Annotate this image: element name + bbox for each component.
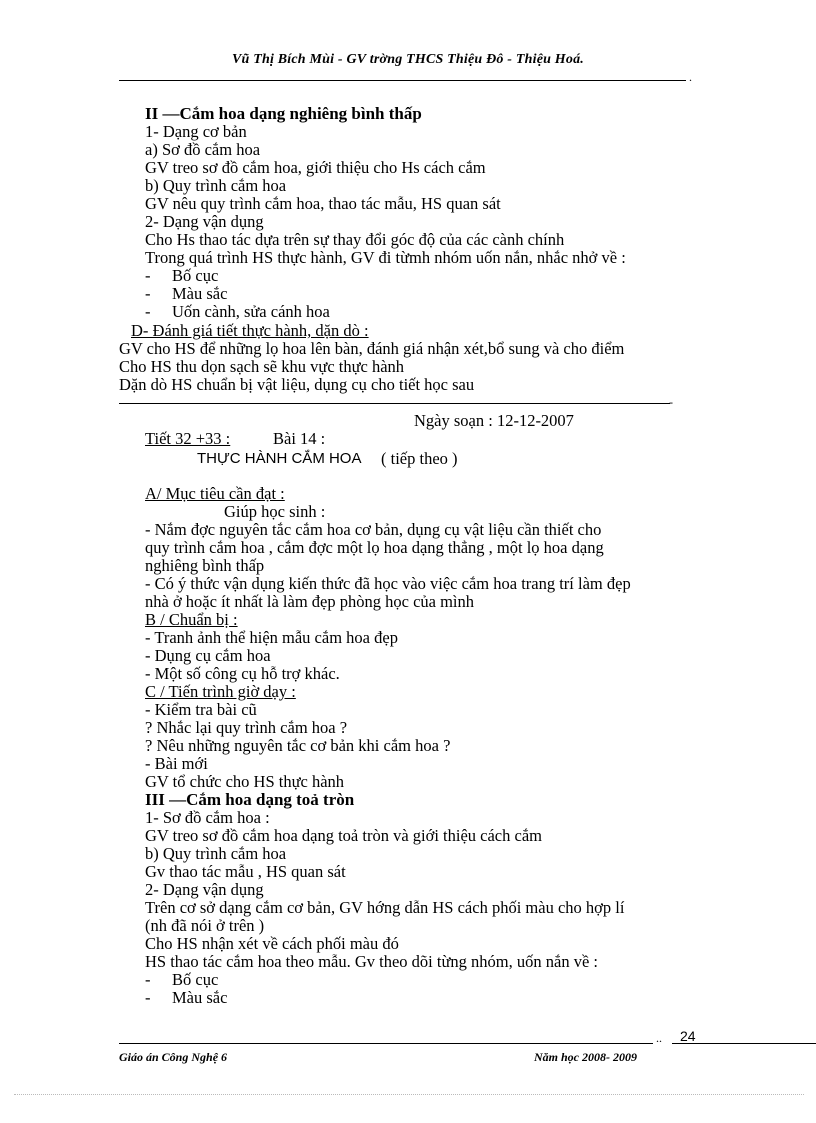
text-line <box>145 575 631 593</box>
line-text: THỰC HÀNH CẮM HOA <box>197 450 362 467</box>
line-text: 2- Dạng vận dụng <box>145 212 264 231</box>
text-line <box>145 141 260 159</box>
text-line <box>145 213 264 231</box>
line-text: Bài 14 : <box>273 429 326 448</box>
footer-subject: Giáo án Công Nghệ 6 <box>119 1050 228 1064</box>
text-line <box>145 719 347 737</box>
text-line <box>145 159 486 177</box>
line-text: Màu sắc <box>172 284 228 303</box>
bullet-dash: - <box>145 970 151 989</box>
text-line <box>145 971 218 989</box>
line-text: GV tổ chức cho HS thực hành <box>145 772 345 791</box>
text-line <box>145 665 340 683</box>
line-text: - Dụng cụ cắm hoa <box>145 646 271 665</box>
text-line <box>414 412 574 430</box>
line-text: ? Nêu những nguyên tắc cơ bản khi cắm hoa ? <box>145 736 451 755</box>
line-text: - Bài mới <box>145 754 208 773</box>
bullet-dash: - <box>145 302 151 321</box>
line-text: A/ Mục tiêu cần đạt : <box>145 484 285 503</box>
line-text: b) Quy trình cắm hoa <box>145 844 287 863</box>
line-text: GV treo sơ đồ cắm hoa dạng toả tròn và giới thiệu cách cắm <box>145 826 542 845</box>
line-text: Gv thao tác mẫu , HS quan sát <box>145 862 346 881</box>
line-text: ( tiếp theo ) <box>381 449 458 468</box>
text-line <box>145 267 218 285</box>
text-line <box>145 629 398 647</box>
line-text: Cho HS thu dọn sạch sẽ khu vực thực hành <box>119 357 405 376</box>
text-line <box>131 322 369 340</box>
line-text: quy trình cắm hoa , cắm đợc một lọ hoa dạng thẳng , một lọ hoa dạng <box>145 538 604 557</box>
text-line <box>145 773 344 791</box>
line-text: b) Quy trình cắm hoa <box>145 176 287 195</box>
text-line <box>145 755 208 773</box>
line-text: GV nêu quy trình cắm hoa, thao tác mẫu, HS quan sát <box>145 194 501 213</box>
text-line <box>145 863 346 881</box>
text-line <box>145 521 601 539</box>
line-text: HS thao tác cắm hoa theo mẫu. Gv theo dõi từng nhóm, uốn nắn về : <box>145 952 598 971</box>
page-header: Vũ Thị Bích Mùi - GV trờng THCS Thiệu Đô - Thiệu Hoá. <box>232 52 584 67</box>
text-line <box>145 123 247 141</box>
text-line <box>145 195 501 213</box>
footer-rule <box>119 1043 653 1044</box>
header-rule-dot: . <box>689 70 692 84</box>
line-text: nhà ở hoặc ít nhất là làm đẹp phòng học của mình <box>145 592 475 611</box>
line-text: Ngày soạn : 12-12-2007 <box>414 411 574 430</box>
text-line <box>145 989 227 1007</box>
text-line <box>273 430 325 448</box>
bullet-dash: - <box>145 988 151 1007</box>
line-text: Cho HS nhận xét về cách phối màu đó <box>145 934 399 953</box>
text-line <box>145 611 238 629</box>
text-line <box>145 593 474 611</box>
line-text: Giúp học sinh : <box>224 502 326 521</box>
text-line <box>145 935 399 953</box>
text-line <box>119 376 474 394</box>
line-text: Trên cơ sở dạng cắm cơ bản, GV hớng dẫn HS cách phối màu cho hợp lí <box>145 898 625 917</box>
line-text: D- Đánh giá tiết thực hành, dặn dò : <box>131 321 369 340</box>
text-line <box>224 503 325 521</box>
text-line <box>145 917 264 935</box>
text-line <box>145 177 286 195</box>
line-text: - Nắm đợc nguyên tắc cắm hoa cơ bản, dụng cụ vật liệu cần thiết cho <box>145 520 602 539</box>
text-line <box>145 647 271 665</box>
line-text: III —Cắm hoa dạng toả tròn <box>145 790 355 809</box>
page-number: 24 <box>680 1028 696 1044</box>
bullet-dash: - <box>145 284 151 303</box>
line-text: Cho Hs thao tác dựa trên sự thay đổi góc độ của các cành chính <box>145 230 565 249</box>
line-text: 2- Dạng vận dụng <box>145 880 264 899</box>
line-text: Bố cục <box>172 970 219 989</box>
section-divider-dot: - <box>669 395 673 409</box>
text-line <box>145 827 542 845</box>
line-text: 1- Dạng cơ bản <box>145 122 247 141</box>
text-line <box>145 249 626 267</box>
line-text: C / Tiến trình giờ dạy : <box>145 682 296 701</box>
line-text: - Tranh ảnh thể hiện mẫu cắm hoa đẹp <box>145 628 398 647</box>
text-line <box>145 285 227 303</box>
line-text: (nh đã nói ở trên ) <box>145 916 265 935</box>
text-line <box>145 899 624 917</box>
text-line <box>145 303 330 321</box>
line-text: 1- Sơ đồ cắm hoa : <box>145 808 270 827</box>
text-line <box>145 845 286 863</box>
line-text: GV treo sơ đồ cắm hoa, giới thiệu cho Hs cách cắm <box>145 158 486 177</box>
header-rule <box>119 80 686 81</box>
text-line <box>145 701 257 719</box>
line-text: ? Nhắc lại quy trình cắm hoa ? <box>145 718 348 737</box>
line-text: GV cho HS để những lọ hoa lên bàn, đánh giá nhận xét,bổ sung và cho điểm <box>119 339 625 358</box>
section-heading <box>145 791 354 809</box>
line-text: Dặn dò HS chuẩn bị vật liệu, dụng cụ cho tiết học sau <box>119 375 475 394</box>
bullet-dash: - <box>145 266 151 285</box>
text-line <box>145 485 285 503</box>
text-line <box>145 953 598 971</box>
page-bottom-edge <box>14 1094 804 1095</box>
line-text: - Có ý thức vận dụng kiến thức đã học vào việc cắm hoa trang trí làm đẹp <box>145 574 631 593</box>
line-text: Uốn cành, sửa cánh hoa <box>172 302 330 321</box>
section-heading <box>145 105 422 123</box>
line-text: - Một số công cụ hỗ trợ khác. <box>145 664 340 683</box>
text-line <box>145 809 270 827</box>
line-text: nghiêng bình thấp <box>145 556 265 575</box>
text-line <box>119 340 624 358</box>
text-line <box>197 450 361 468</box>
section-divider <box>119 403 670 404</box>
text-line <box>381 450 458 468</box>
line-text: Màu sắc <box>172 988 228 1007</box>
text-line <box>145 881 264 899</box>
line-text: a) Sơ đồ cắm hoa <box>145 140 261 159</box>
line-text: II —Cắm hoa dạng nghiêng bình thấp <box>145 104 422 123</box>
text-line <box>145 231 564 249</box>
line-text: Bố cục <box>172 266 219 285</box>
line-text: - Kiểm tra bài cũ <box>145 700 257 719</box>
line-text: Trong quá trình HS thực hành, GV đi từmh nhóm uốn nắn, nhắc nhở về : <box>145 248 626 267</box>
text-line <box>145 430 230 448</box>
text-line <box>145 737 450 755</box>
footer-rule-dots: .. <box>656 1031 662 1045</box>
line-text: B / Chuẩn bị : <box>145 610 238 629</box>
line-text: Tiết 32 +33 : <box>145 429 231 448</box>
text-line <box>145 683 296 701</box>
text-line <box>145 557 264 575</box>
footer-school-year: Năm học 2008- 2009 <box>534 1050 637 1064</box>
text-line <box>145 539 604 557</box>
text-line <box>119 358 404 376</box>
